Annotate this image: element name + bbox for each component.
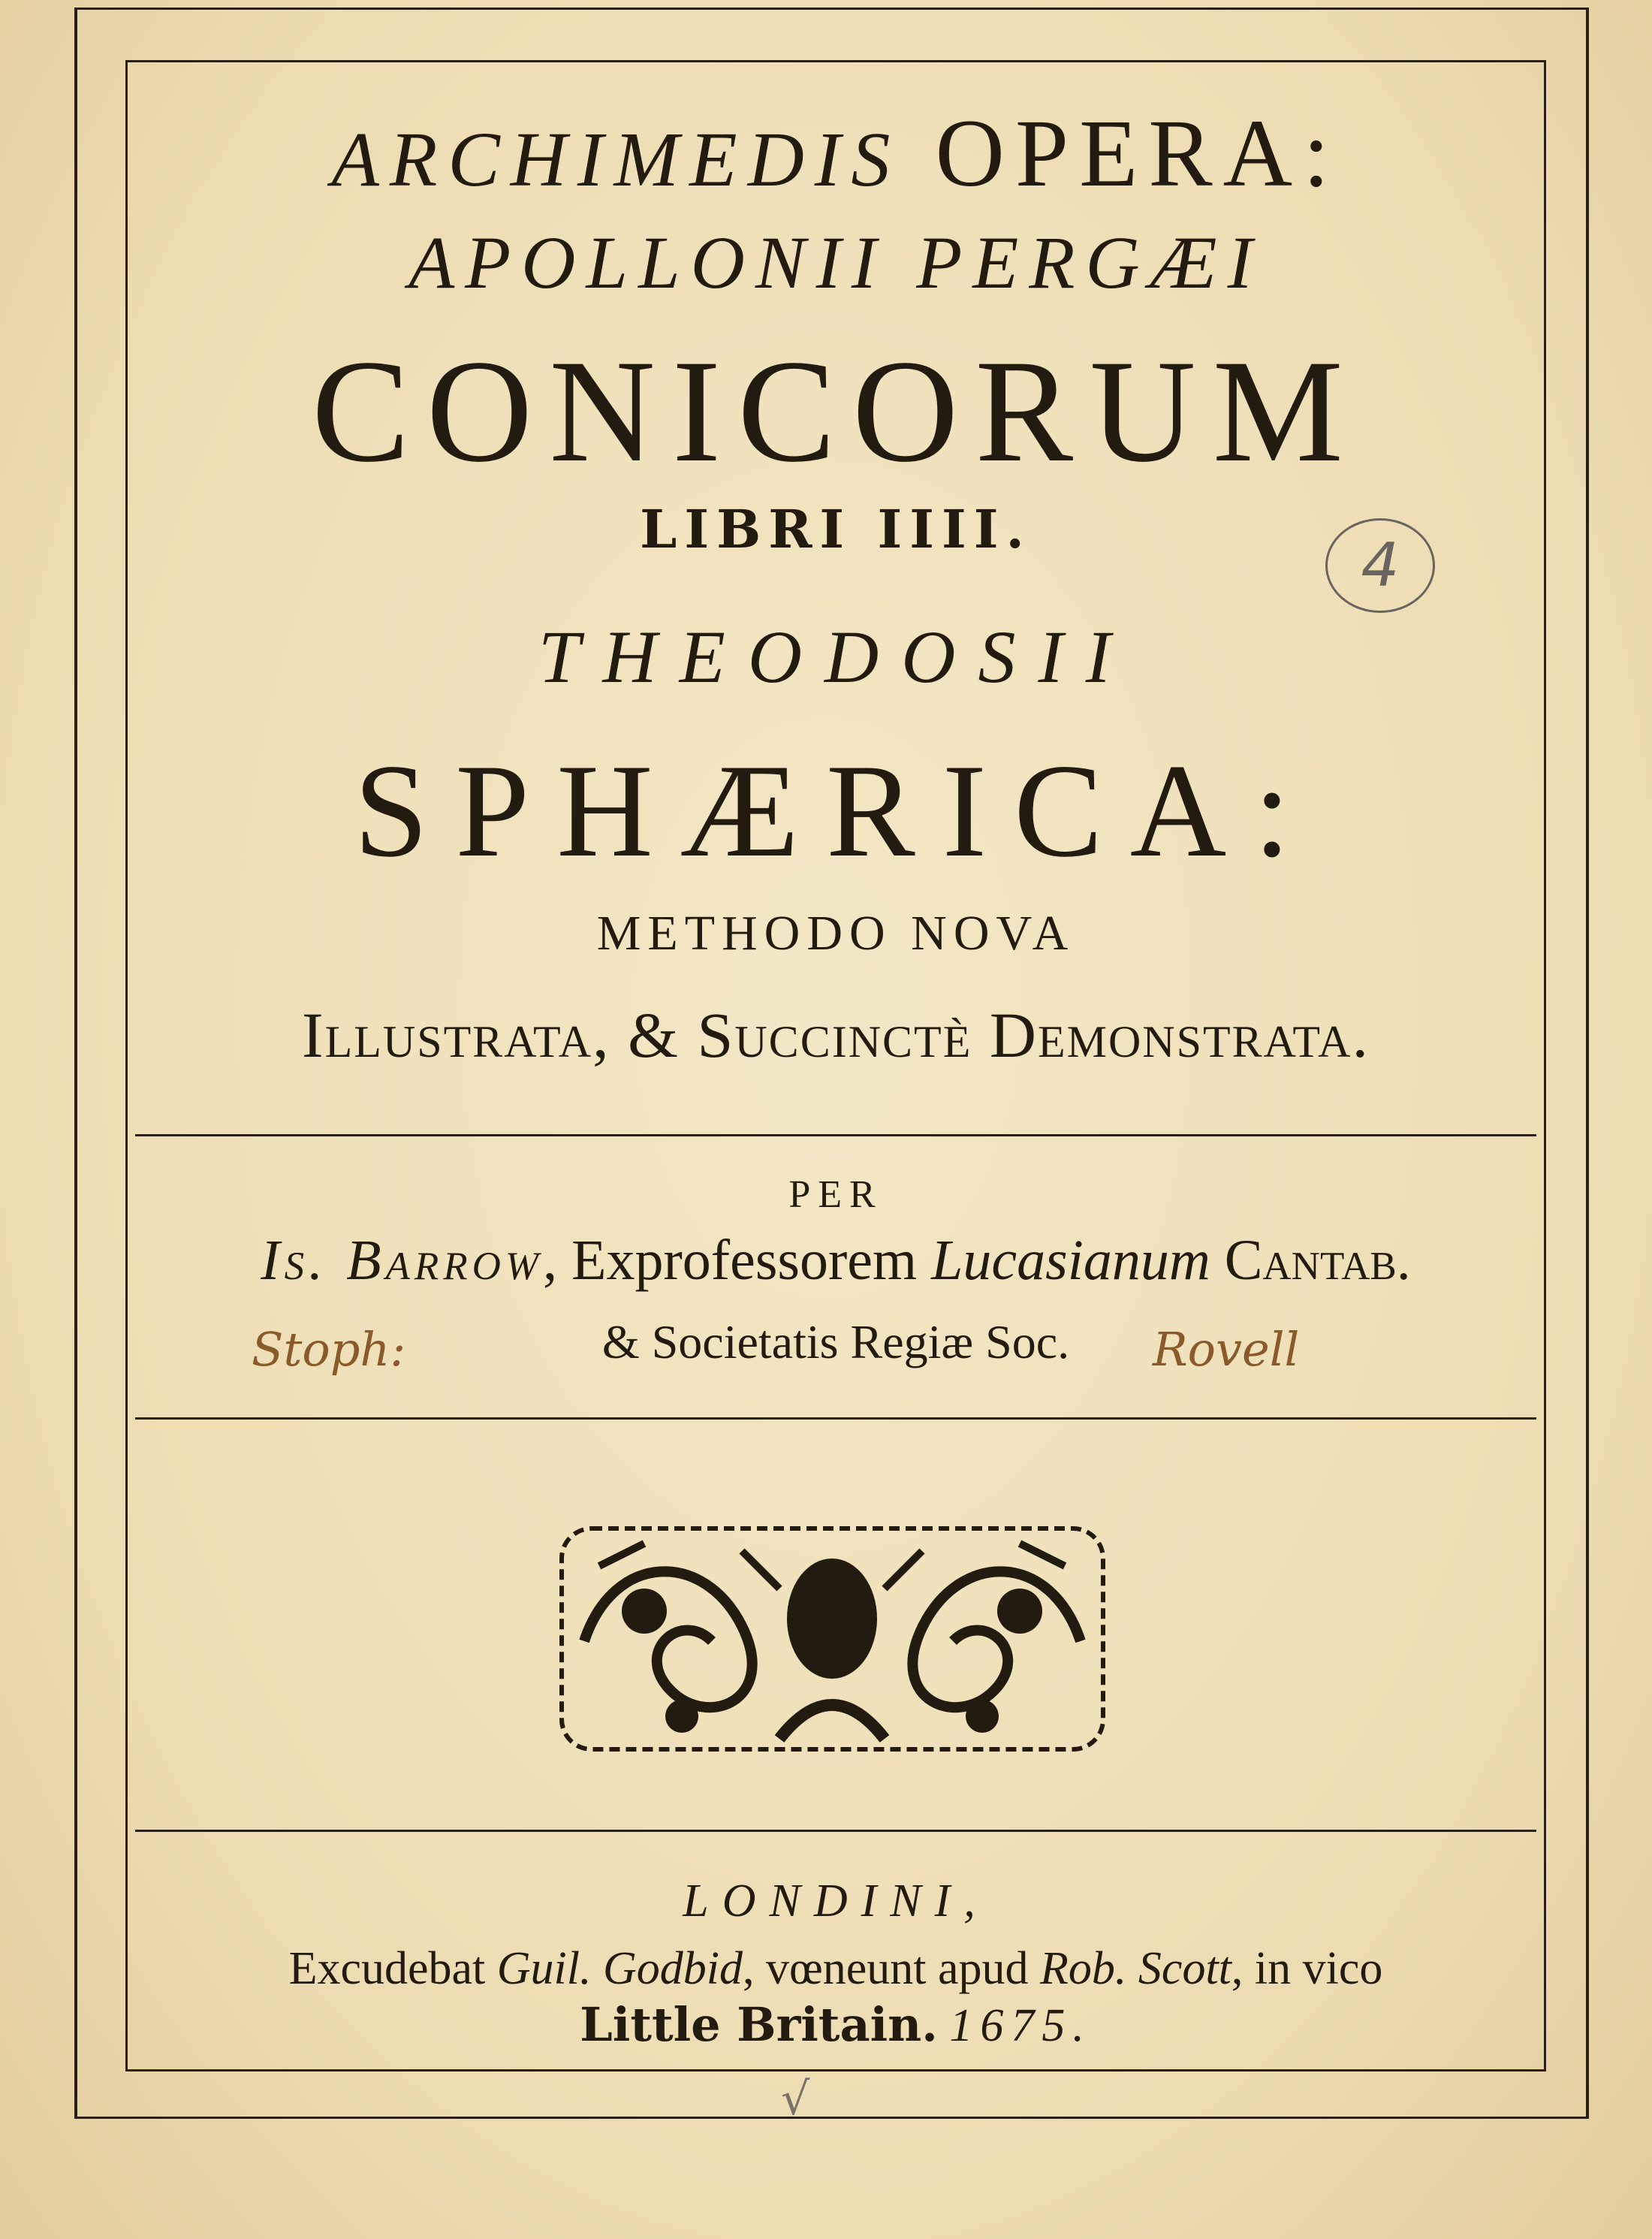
archimedis: ARCHIMEDIS xyxy=(331,116,901,203)
author-title: , Exprofessorem xyxy=(543,1229,918,1292)
circled-number-annotation xyxy=(1325,518,1435,613)
title-line-3: CONICORUM xyxy=(312,330,1360,493)
rule-3 xyxy=(135,1830,1536,1832)
author-line xyxy=(125,1229,1546,1292)
handwriting-left: Stoph: xyxy=(252,1322,406,1377)
lucasianum: Lucasianum xyxy=(931,1229,1210,1292)
per: PER xyxy=(788,1173,883,1216)
little-britain: Little Britain. xyxy=(580,1997,938,2052)
outer-frame-left xyxy=(74,8,77,2118)
title-line-1 xyxy=(125,100,1546,207)
title-line-6: SPHÆRICA: xyxy=(354,736,1318,885)
title-line-4: LIBRI IIII. xyxy=(640,498,1032,560)
author-name: Is. Barrow xyxy=(261,1229,544,1292)
imprint-venundant: , vœneunt apud xyxy=(743,1943,1029,1994)
society-line: & Societatis Regiæ Soc. xyxy=(601,1315,1070,1368)
title-line-7: METHODO NOVA xyxy=(596,906,1075,961)
imprint-place-year xyxy=(125,1997,1546,2052)
check-mark: √ xyxy=(781,2073,810,2126)
outer-frame-top xyxy=(74,8,1589,10)
title-line-8: Illustrata, & Succinctè Demonstrata. xyxy=(301,999,1370,1071)
rule-1 xyxy=(135,1134,1536,1136)
title-line-5: THEODOSII xyxy=(538,615,1134,699)
handwriting-right: Rovell xyxy=(1153,1322,1300,1377)
imprint-bookseller: Rob. Scott xyxy=(1040,1943,1231,1994)
imprint-line xyxy=(125,1945,1546,1992)
imprint-year: 1675. xyxy=(949,2000,1092,2051)
inner-frame-top xyxy=(125,60,1546,62)
cantab: Cantab. xyxy=(1224,1229,1411,1292)
circled-number: 4 xyxy=(1361,530,1400,600)
imprint-city: LONDINI, xyxy=(683,1875,989,1927)
outer-frame-bottom xyxy=(74,2117,1589,2119)
imprint-excudebat: Excudebat xyxy=(288,1943,486,1994)
imprint-printer: Guil. Godbid xyxy=(496,1943,743,1994)
opera: OPERA: xyxy=(935,100,1340,207)
rule-2 xyxy=(135,1417,1536,1420)
printers-ornament xyxy=(554,1521,1111,1757)
inner-frame-bottom xyxy=(125,2069,1546,2072)
outer-frame-right xyxy=(1586,8,1589,2118)
imprint-vico: , in vico xyxy=(1231,1943,1383,1994)
title-line-2: APOLLONII PERGÆI xyxy=(408,221,1263,304)
